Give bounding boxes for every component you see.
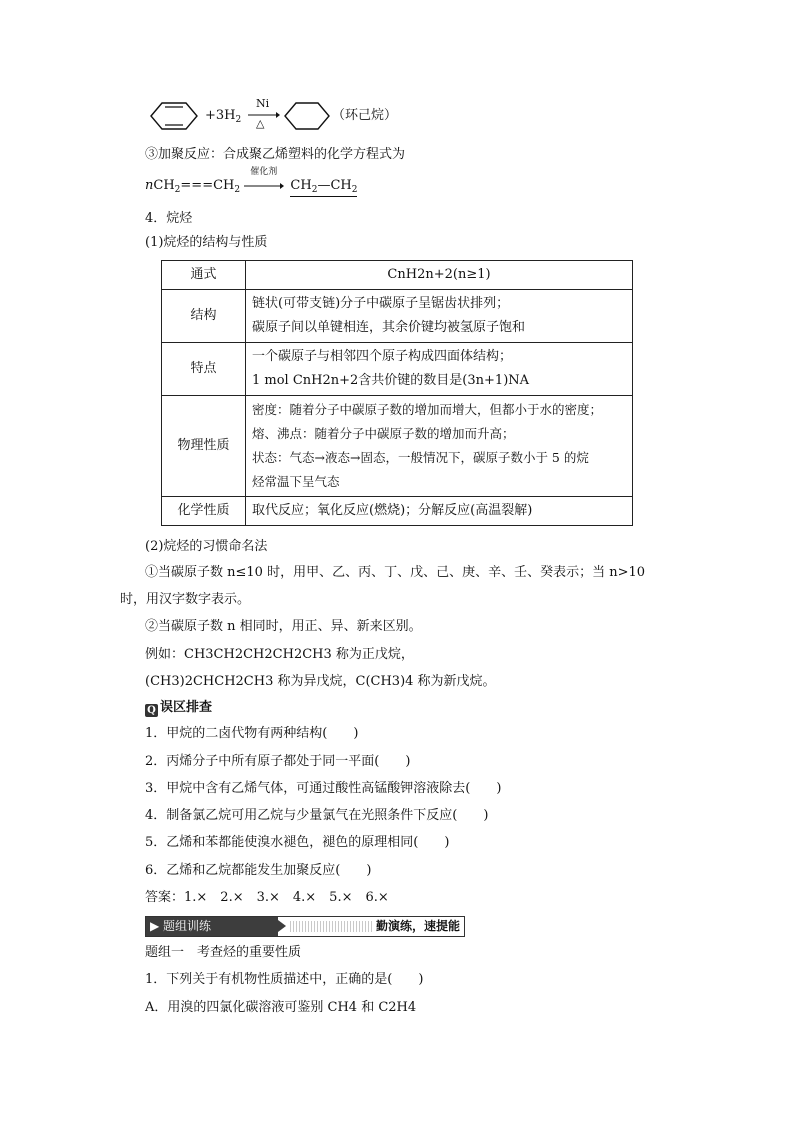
- check-answer: 答案：1.× 2.× 3.× 4.× 5.× 6.×: [145, 890, 389, 905]
- benzene-icon: [149, 100, 199, 132]
- product-name: （环己烷）: [332, 108, 398, 123]
- cyclohexane-icon: [283, 100, 331, 132]
- table-row: [162, 396, 633, 497]
- naming-sub2: (2)烷烃的习惯命名法: [145, 539, 268, 554]
- eq-left-sub: 2: [174, 185, 181, 195]
- eq-left: CH: [153, 178, 175, 193]
- polymer-heading: ③加聚反应：合成聚乙烯塑料的化学方程式为: [145, 147, 406, 162]
- heat-label: △: [256, 117, 265, 130]
- eq-product-sub2: 2: [351, 185, 358, 195]
- table-head: 特点: [162, 343, 246, 396]
- table-cell: [246, 290, 633, 343]
- section-4-title: 4．烷烃: [145, 211, 193, 226]
- group1-title: 题组一 考查烃的重要性质: [145, 945, 302, 960]
- eq-double-bond: ===: [180, 178, 214, 193]
- eq-catalyst: 催化剂: [250, 167, 278, 177]
- table-head: 物理性质: [162, 396, 246, 497]
- check-item: 1．甲烷的二卤代物有两种结构( ): [145, 726, 359, 741]
- cell-line: 状态：气态→液态→固态，一般情况下，碳原子数小于 5 的烷: [252, 450, 589, 465]
- table-head: 结构: [162, 290, 246, 343]
- table-row: [162, 290, 633, 343]
- formula-general: CnH2n+2(n≥1): [387, 267, 491, 282]
- check-item: 6．乙烯和乙烷都能发生加聚反应( ): [145, 863, 372, 878]
- eq-mid: CH: [213, 178, 235, 193]
- cell-line: 烃常温下呈气态: [252, 474, 340, 489]
- search-icon: Q: [145, 704, 158, 717]
- cell-line: 密度：随着分子中碳原子数的增加而增大，但都小于水的密度；: [252, 402, 603, 417]
- training-slogan: 勤演练，速提能: [372, 917, 460, 936]
- polymer-equation: [145, 167, 358, 197]
- table-row: [162, 343, 633, 396]
- alkane-properties-table: [161, 260, 633, 526]
- training-banner-label: ▶ 题组训练: [146, 917, 278, 936]
- question-1: 1．下列关于有机物性质描述中，正确的是( ): [145, 972, 424, 987]
- naming-p1a: ①当碳原子数 n≤10 时，用甲、乙、丙、丁、戊、己、庚、辛、壬、癸表示；当 n>10: [145, 565, 646, 580]
- eq-product-ch2: —CH: [317, 178, 352, 193]
- check-item: 3．甲烷中含有乙烯气体，可通过酸性高锰酸钾溶液除去( ): [145, 781, 502, 796]
- table-head: 通式: [162, 261, 246, 290]
- eq-product-sub: 2: [311, 185, 318, 195]
- naming-example-2: (CH3)2CHCH2CH3 称为异戊烷，C(CH3)4 称为新戊烷。: [145, 674, 496, 689]
- eq-arrow-icon: [244, 183, 284, 189]
- check-item: 5．乙烯和苯都能使溴水褪色，褪色的原理相同( ): [145, 835, 450, 850]
- catalyst-label: Ni: [256, 97, 270, 110]
- check-title-text: 误区排查: [160, 700, 213, 715]
- table-row: [162, 497, 633, 526]
- training-banner: [145, 916, 465, 937]
- cell-line: 取代反应；氧化反应(燃烧)；分解反应(高温裂解): [252, 503, 533, 518]
- reagent-h2: +3H: [205, 108, 236, 123]
- training-title: 题组训练: [163, 919, 212, 933]
- eq-n: n: [145, 178, 154, 193]
- table-head: 化学性质: [162, 497, 246, 526]
- banner-arrow-icon: [274, 917, 286, 935]
- check-title: [145, 698, 212, 718]
- naming-p2: ②当碳原子数 n 相同时，用正、异、新来区别。: [145, 619, 422, 634]
- cell-line: 熔、沸点：随着分子中碳原子数的增加而升高；: [252, 426, 515, 441]
- check-item: 4．制备氯乙烷可用乙烷与少量氯气在光照条件下反应( ): [145, 808, 489, 823]
- table-row: [162, 261, 633, 290]
- cell-line: 1 mol CnH2n+2含共价键的数目是(3n+1)NA: [252, 373, 530, 388]
- eq-product-ch: CH: [290, 178, 312, 193]
- check-item: 2．丙烯分子中所有原子都处于同一平面( ): [145, 754, 411, 769]
- question-1-option-a: A．用溴的四氯化碳溶液可鉴别 CH4 和 C2H4: [145, 1000, 417, 1015]
- section-4-sub1: (1)烷烃的结构与性质: [145, 235, 268, 250]
- reagent-sub: 2: [235, 115, 242, 125]
- cell-line: 链状(可带支链)分子中碳原子呈锯齿状排列；: [252, 296, 510, 311]
- table-cell: [246, 343, 633, 396]
- eq-product: [290, 176, 357, 197]
- cell-line: 一个碳原子与相邻四个原子构成四面体结构；: [252, 349, 513, 364]
- table-cell: [246, 497, 633, 526]
- naming-example-1: 例如：CH3CH2CH2CH2CH3 称为正戊烷，: [145, 647, 414, 662]
- eq-mid-sub: 2: [234, 185, 241, 195]
- table-cell: [246, 261, 633, 290]
- table-cell: [246, 396, 633, 497]
- naming-p1b: 时，用汉字数字表示。: [120, 592, 251, 607]
- cell-line: 碳原子间以单键相连，其余价键均被氢原子饱和: [252, 320, 526, 335]
